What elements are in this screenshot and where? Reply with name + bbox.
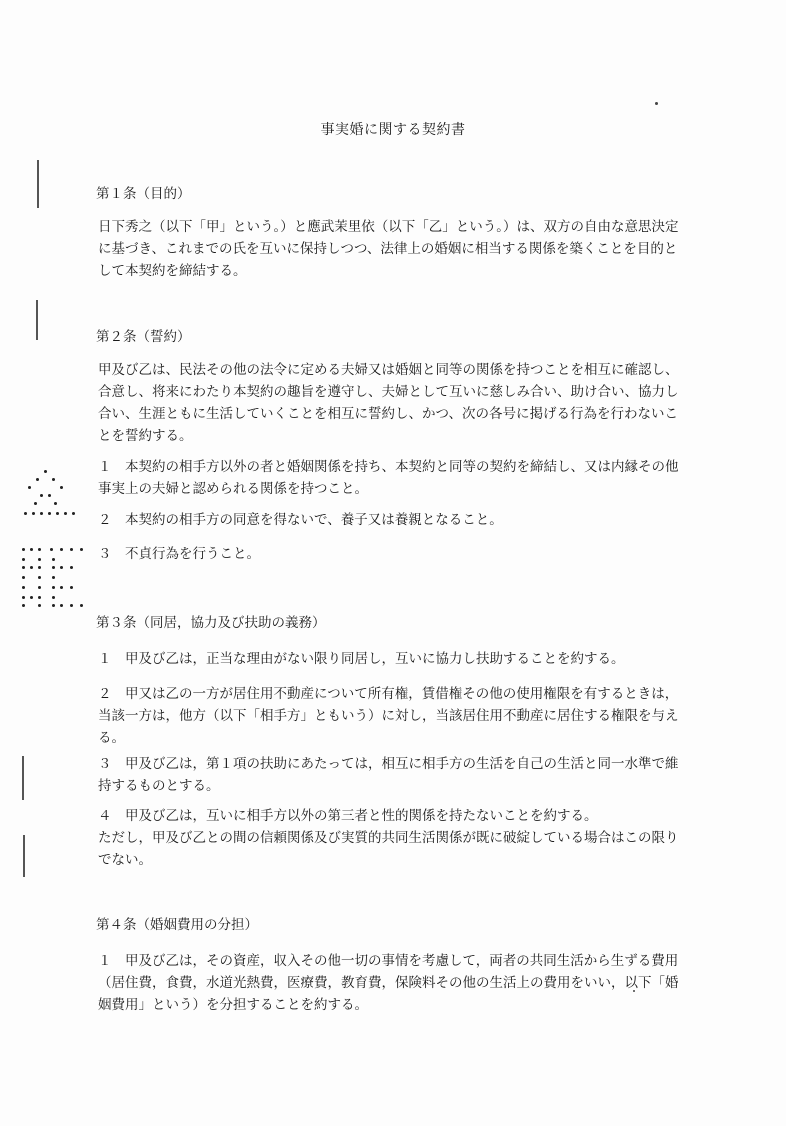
item-text: 本契約の相手方の同意を得ないで、養子又は養親となること。 [125, 512, 503, 528]
perforation-dot [52, 596, 55, 599]
perforation-dot [60, 566, 63, 569]
perforation-dot [80, 548, 83, 551]
article-3-item-3 [98, 753, 690, 797]
perforation-dot [70, 604, 73, 607]
article-3-item-4 [98, 805, 690, 871]
perforation-dot [38, 604, 41, 607]
article-3-item-2 [98, 683, 690, 749]
item-number: １ [98, 459, 112, 475]
scan-mark [23, 835, 25, 877]
article-3-item-1 [98, 648, 690, 670]
perforation-dot [52, 558, 55, 561]
article-2-body: 甲及び乙は、民法その他の法令に定める夫婦又は婚姻と同等の関係を持つことを相互に確認し、合意し、将来にわたり本契約の趣旨を遵守し、夫婦として互いに慈しみ合い、助け合い、協力し合い、生涯ともに生活していくことを相互に誓約し、かつ、次の各号に掲げる行為を行わないことを誓約する。 [98, 362, 679, 444]
perforation-dot [70, 586, 73, 589]
perforation-dot [52, 604, 55, 607]
perforation-dot [38, 576, 41, 579]
article-2-heading: 第２条（誓約） [96, 329, 191, 345]
perforation-dot [38, 596, 41, 599]
perforation-dot [22, 576, 25, 579]
perforation-dot [60, 548, 63, 551]
perforation-dot [72, 512, 75, 515]
item-number: ３ [98, 546, 112, 562]
item-text: 甲及び乙は，その資産，収入その他一切の事情を考慮して，両者の共同生活から生ずる費用（居住費，食費，水道光熱費，医療費，教育費，保険料その他の生活上の費用をいい，以下「婚姻費用」という）を分担することを約する。 [98, 953, 679, 1013]
perforation-dot [22, 558, 25, 561]
item-text: 甲又は乙の一方が居住用不動産について所有権，賃借権その他の使用権限を有するときは，当該一方は，他方（以下「相手方」ともいう）に対し，当該居住用不動産に居住する権限を与える。 [98, 686, 679, 746]
article-2-item-2 [98, 509, 690, 531]
perforation-dot [56, 512, 59, 515]
article-4-heading: 第４条（婚姻費用の分担） [96, 917, 258, 933]
perforation-dot [32, 512, 35, 515]
perforation-dot [52, 566, 55, 569]
scan-mark [36, 300, 38, 340]
item-text: 甲及び乙は，第１項の扶助にあたっては，相互に相手方の生活を自己の生活と同一水準で維持するものとする。 [98, 756, 679, 794]
document-title: 事実婚に関する契約書 [320, 122, 466, 138]
perforation-dot [44, 470, 47, 473]
perforation-dot [60, 486, 63, 489]
perforation-dot [52, 478, 55, 481]
perforation-dot [40, 512, 43, 515]
item-number: ４ [98, 808, 112, 824]
article-1-heading: 第１条（目的） [96, 186, 191, 202]
perforation-dot [70, 566, 73, 569]
perforation-dot [38, 548, 41, 551]
perforation-dot [54, 502, 57, 505]
perforation-dot [80, 604, 83, 607]
perforation-dot [22, 586, 25, 589]
perforation-dot [60, 604, 63, 607]
perforation-dot [52, 576, 55, 579]
perforation-dot [60, 586, 63, 589]
scan-mark [22, 756, 24, 800]
perforation-dot [36, 478, 39, 481]
article-4-item-1 [98, 950, 690, 1016]
perforation-dot [70, 548, 73, 551]
item-number: １ [98, 953, 112, 969]
item-text: 甲及び乙は，正当な理由がない限り同居し，互いに協力し扶助することを約する。 [125, 651, 625, 667]
perforation-dot [22, 548, 25, 551]
article-2-item-1 [98, 456, 690, 500]
item-number: １ [98, 651, 112, 667]
perforation-dot [22, 596, 25, 599]
article-3-heading: 第３条（同居，協力及び扶助の義務） [96, 615, 326, 631]
perforation-dot [38, 566, 41, 569]
perforation-dot [34, 502, 37, 505]
perforation-dot [38, 558, 41, 561]
item-number: ２ [98, 686, 112, 702]
scan-speck [655, 102, 658, 105]
item-number: ３ [98, 756, 112, 772]
perforation-dot [48, 494, 51, 497]
perforation-dot [38, 586, 41, 589]
perforation-dot [24, 512, 27, 515]
perforation-dot [22, 604, 25, 607]
perforation-dot [64, 512, 67, 515]
perforation-dot [28, 486, 31, 489]
article-2-item-3 [98, 543, 690, 565]
item-text: 不貞行為を行うこと。 [125, 546, 260, 562]
item-proviso: ただし，甲及び乙との間の信頼関係及び実質的共同生活関係が既に破綻している場合はこの限りでない。 [98, 830, 679, 868]
perforation-dot [30, 548, 33, 551]
perforation-dot [30, 566, 33, 569]
item-number: ２ [98, 512, 112, 528]
scan-mark [37, 160, 39, 208]
perforation-dot [52, 586, 55, 589]
perforation-dot [48, 512, 51, 515]
item-text: 本契約の相手方以外の者と婚姻関係を持ち、本契約と同等の契約を締結し、又は内縁その他事実上の夫婦と認められる関係を持つこと。 [98, 459, 679, 497]
perforation-dot [30, 596, 33, 599]
perforation-dot [22, 566, 25, 569]
perforation-dot [40, 494, 43, 497]
item-text: 甲及び乙は，互いに相手方以外の第三者と性的関係を持たないことを約する。 [125, 808, 598, 824]
perforation-dot [50, 548, 53, 551]
article-1-body: 日下秀之（以下「甲」という。）と應武茉里依（以下「乙」という。）は、双方の自由な意思決定に基づき、これまでの氏を互いに保持しつつ、法律上の婚姻に相当する関係を築くことを目的として本契約を締結する。 [98, 219, 679, 279]
